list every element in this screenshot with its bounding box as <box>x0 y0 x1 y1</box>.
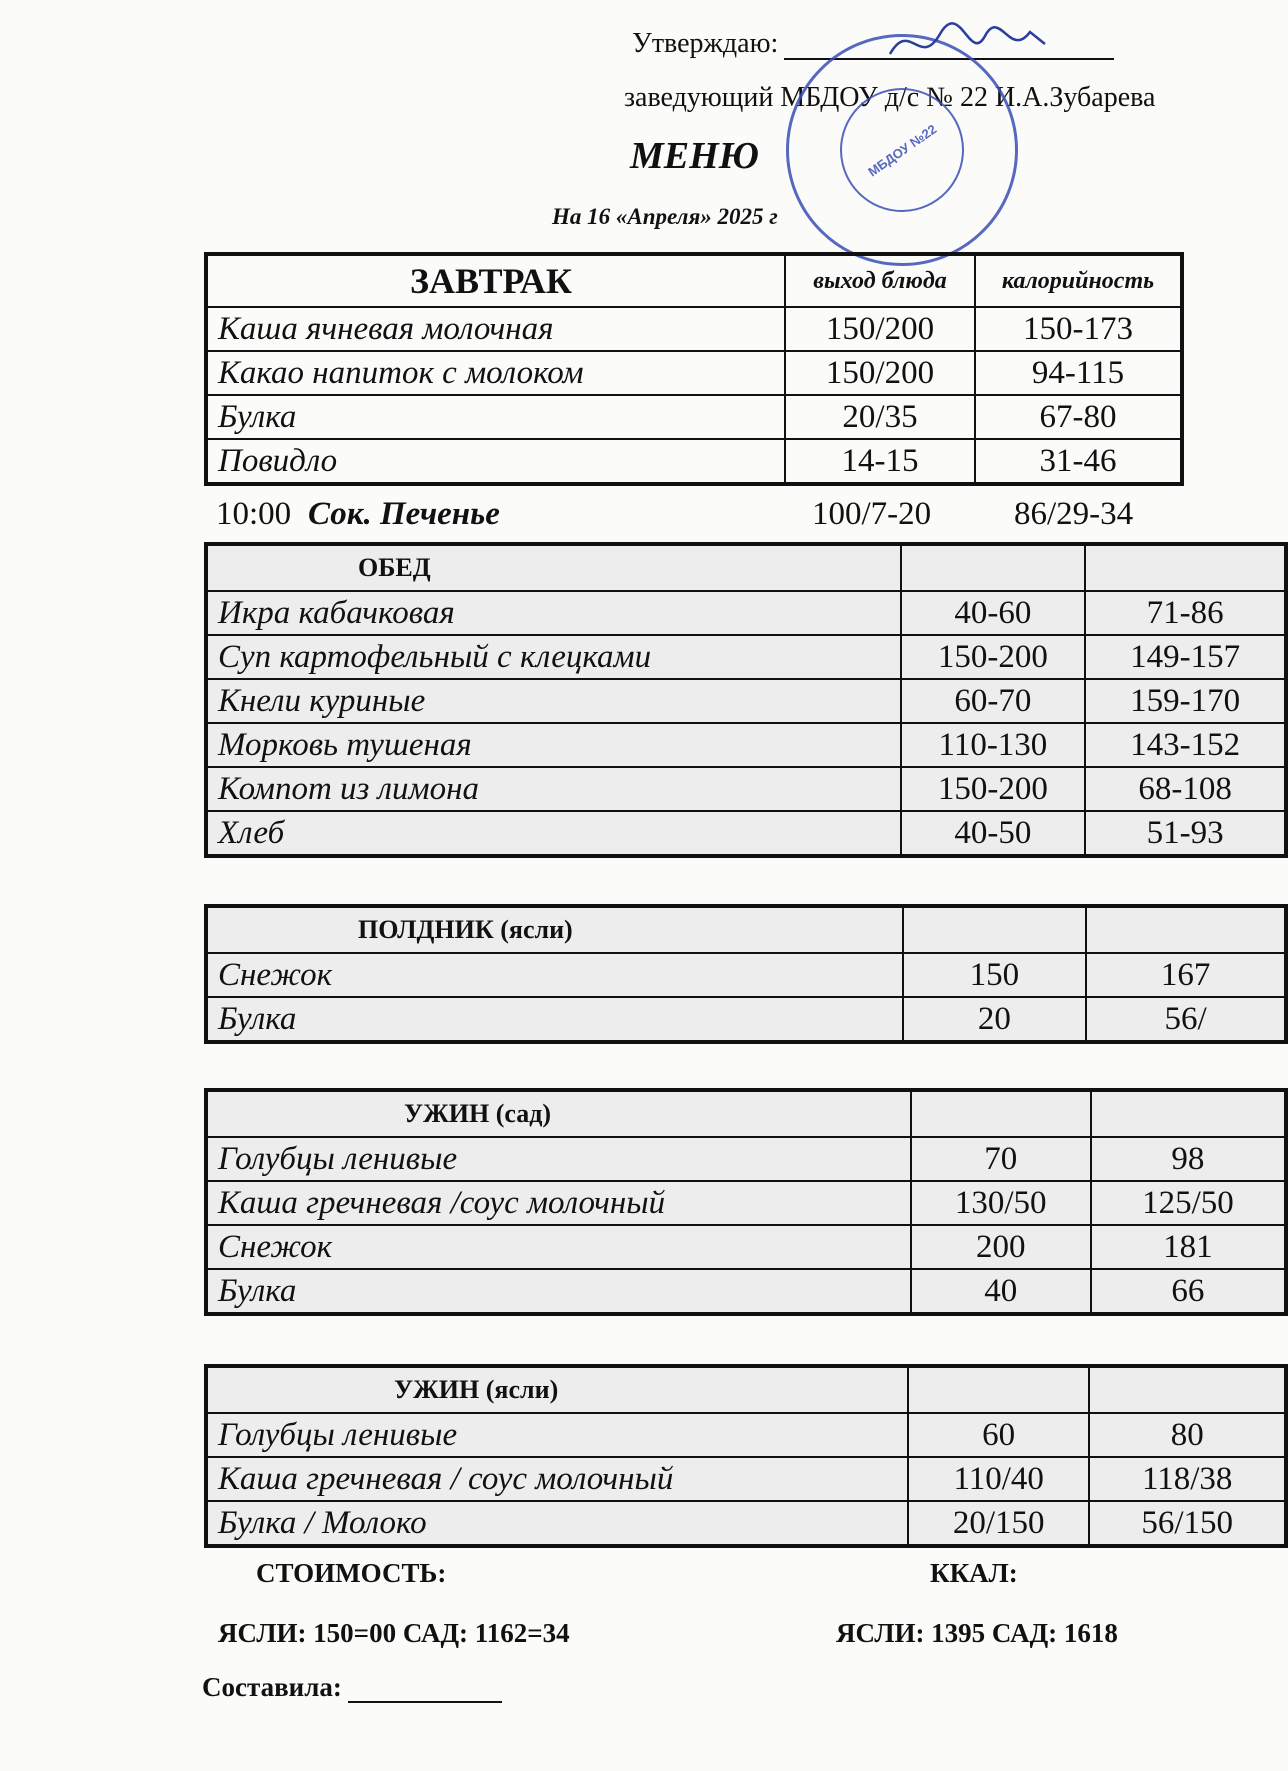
dish-yield: 14-15 <box>785 439 975 484</box>
composer-signature-line <box>348 1677 502 1703</box>
table-row <box>206 1413 1286 1457</box>
dish-yield: 60 <box>908 1413 1089 1457</box>
dish-name: Каша гречневая / соус молочный <box>206 1457 908 1501</box>
dish-name: Какао напиток с молоком <box>206 351 785 395</box>
dish-calories: 98 <box>1091 1137 1286 1181</box>
table-row <box>206 351 1182 395</box>
lunch-title: ОБЕД <box>206 544 901 591</box>
dish-calories: 67-80 <box>975 395 1182 439</box>
snack-yield: 100/7-20 <box>812 496 932 532</box>
dish-yield: 40-60 <box>901 591 1086 635</box>
dish-name: Кнели куриные <box>206 679 901 723</box>
col-yield-header: выход блюда <box>785 254 975 307</box>
dish-yield: 20/150 <box>908 1501 1089 1546</box>
dish-name: Икра кабачковая <box>206 591 901 635</box>
dish-calories: 149-157 <box>1085 635 1286 679</box>
afternoon-snack-table <box>204 904 1288 1044</box>
dish-yield: 150 <box>903 953 1087 997</box>
table-row <box>206 307 1182 351</box>
dish-yield: 110/40 <box>908 1457 1089 1501</box>
dish-calories: 66 <box>1091 1269 1286 1314</box>
dish-calories: 94-115 <box>975 351 1182 395</box>
dish-yield: 150-200 <box>901 767 1086 811</box>
dish-yield: 150/200 <box>785 307 975 351</box>
dish-yield: 70 <box>911 1137 1091 1181</box>
dish-name: Компот из лимона <box>206 767 901 811</box>
table-row <box>206 997 1286 1042</box>
dish-calories: 68-108 <box>1085 767 1286 811</box>
breakfast-title: ЗАВТРАК <box>206 254 785 307</box>
dinner-garden-table <box>204 1088 1288 1316</box>
dish-name: Булка <box>206 1269 911 1314</box>
table-row <box>206 1225 1286 1269</box>
col-calorie-header: калорийность <box>975 254 1182 307</box>
dish-yield: 20 <box>903 997 1087 1042</box>
dinner-garden-title: УЖИН (сад) <box>206 1090 911 1137</box>
dish-name: Булка <box>206 997 903 1042</box>
table-row <box>206 953 1286 997</box>
lunch-table <box>204 542 1288 858</box>
dish-calories: 118/38 <box>1089 1457 1286 1501</box>
afternoon-title: ПОЛДНИК (ясли) <box>206 906 903 953</box>
dish-yield: 40-50 <box>901 811 1086 856</box>
dish-yield: 40 <box>911 1269 1091 1314</box>
dish-calories: 125/50 <box>1091 1181 1286 1225</box>
dish-calories: 31-46 <box>975 439 1182 484</box>
table-row <box>206 811 1286 856</box>
dish-calories: 181 <box>1091 1225 1286 1269</box>
dish-name: Морковь тушеная <box>206 723 901 767</box>
dish-calories: 159-170 <box>1085 679 1286 723</box>
dish-name: Повидло <box>206 439 785 484</box>
table-row <box>206 1501 1286 1546</box>
kcal-values: ЯСЛИ: 1395 САД: 1618 <box>836 1618 1118 1648</box>
stamp-center-text: МБДОУ №22 <box>816 64 989 237</box>
snack-time: 10:00 <box>216 496 292 532</box>
handwritten-signature <box>880 14 1050 74</box>
dish-name: Каша ячневая молочная <box>206 307 785 351</box>
dish-yield: 110-130 <box>901 723 1086 767</box>
composer-label: Составила: <box>202 1672 342 1702</box>
table-row <box>206 439 1182 484</box>
page-title: МЕНЮ <box>630 135 759 177</box>
dish-calories: 167 <box>1086 953 1286 997</box>
menu-date: На 16 «Апреля» 2025 г <box>552 204 778 229</box>
table-row <box>206 1137 1286 1181</box>
table-row <box>206 395 1182 439</box>
dish-calories: 51-93 <box>1085 811 1286 856</box>
dish-yield: 60-70 <box>901 679 1086 723</box>
dinner-nursery-table <box>204 1364 1288 1548</box>
dish-yield: 130/50 <box>911 1181 1091 1225</box>
dish-yield: 200 <box>911 1225 1091 1269</box>
dish-name: Булка / Молоко <box>206 1501 908 1546</box>
table-row <box>206 1457 1286 1501</box>
cost-values: ЯСЛИ: 150=00 САД: 1162=34 <box>218 1618 570 1648</box>
dish-calories: 56/ <box>1086 997 1286 1042</box>
dish-calories: 150-173 <box>975 307 1182 351</box>
dish-name: Суп картофельный с клецками <box>206 635 901 679</box>
dish-name: Каша гречневая /соус молочный <box>206 1181 911 1225</box>
dish-calories: 56/150 <box>1089 1501 1286 1546</box>
dish-name: Снежок <box>206 1225 911 1269</box>
dish-yield: 150/200 <box>785 351 975 395</box>
head-role: заведующий МБДОУ д/с № 22 И.А.Зубарева <box>624 82 1156 113</box>
dish-name: Голубцы ленивые <box>206 1137 911 1181</box>
dish-name: Хлеб <box>206 811 901 856</box>
table-row <box>206 723 1286 767</box>
table-row <box>206 1269 1286 1314</box>
table-row <box>206 1181 1286 1225</box>
dish-calories: 143-152 <box>1085 723 1286 767</box>
dish-calories: 71-86 <box>1085 591 1286 635</box>
cost-label: СТОИМОСТЬ: <box>256 1558 447 1588</box>
table-row <box>206 635 1286 679</box>
dish-calories: 80 <box>1089 1413 1286 1457</box>
dish-name: Голубцы ленивые <box>206 1413 908 1457</box>
table-row <box>206 767 1286 811</box>
dinner-nursery-title: УЖИН (ясли) <box>206 1366 908 1413</box>
dish-yield: 150-200 <box>901 635 1086 679</box>
breakfast-table <box>204 252 1184 486</box>
dish-yield: 20/35 <box>785 395 975 439</box>
composer-line <box>202 1672 502 1703</box>
approve-label: Утверждаю: <box>632 28 779 59</box>
table-row <box>206 679 1286 723</box>
dish-name: Булка <box>206 395 785 439</box>
table-row <box>206 591 1286 635</box>
kcal-label: ККАЛ: <box>930 1558 1018 1588</box>
snack-name: Сок. Печенье <box>308 496 500 532</box>
snack-calories: 86/29-34 <box>1014 496 1134 532</box>
dish-name: Снежок <box>206 953 903 997</box>
